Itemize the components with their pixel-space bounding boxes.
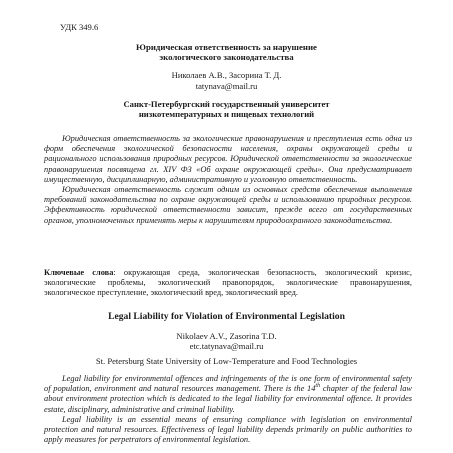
university-en: St. Petersburg State University of Low-Temperature and Food Technologies xyxy=(95,356,358,366)
udk-code: УДК 349.6 xyxy=(60,22,99,32)
abstract-en xyxy=(44,374,412,445)
abstract-en-p1-part-a: Legal liability for environmental offences and infringements of the is one form of environmental safety of population, environment and natural resources management. There is the 14 xyxy=(44,374,412,394)
abstract-en-paragraph-2: Legal liability is an essential means of ensuring compliance with legislation on environmental protection and natural resources. Effectiveness of legal liability depends primarily on public authorities to apply measures for perpetrators of environmental legislation. xyxy=(44,414,412,445)
abstract-en-paragraph-1 xyxy=(44,374,412,415)
authors-en: Nikolaev A.V., Zasorina T.D. xyxy=(176,331,277,341)
authors-ru: Николаев А.В., Засорина Т. Д. xyxy=(171,70,282,80)
abstract-en-p1-part-b: chapter of the federal law about environment protection which is dedicated to the legal liability for environmental offence. It provides estate, disciplinary, administrative and criminal liability. xyxy=(44,384,412,414)
university-ru-line1: Санкт-Петербургский государственный университет xyxy=(123,99,330,109)
title-en: Legal Liability for Violation of Environmental Legislation xyxy=(108,311,345,322)
university-ru-line2: низкотемпературных и пищевых технологий xyxy=(138,109,315,120)
abstract-en-p1-superscript: th xyxy=(315,383,321,390)
title-ru-line2: экологического законодательства xyxy=(159,52,294,63)
email-ru: tatynava@mail.ru xyxy=(195,81,258,91)
keywords-text: : окружающая среда, экологическая безопасность, экологический кризис, экологические проблемы, экологический правопорядок, экологические правонарушения, экологическое преступление, экологический вред, экологический вред. xyxy=(44,268,412,298)
abstract-ru-paragraph-2: Юридическая ответственность служит одним из основных средств обеспечения выполнения требований законодательства по охране окружающей среды и использованию природных ресурсов. Эффективность юридической ответственности зависит, прежде всего от государственных органов, уполномоченных применять меры к нарушителям природоохранного законодательства. xyxy=(44,185,412,225)
keywords-label: Ключевые слова xyxy=(44,268,114,277)
title-ru-line1: Юридическая ответственность за нарушение xyxy=(136,42,317,52)
university-ru xyxy=(40,99,413,120)
abstract-ru xyxy=(44,134,412,226)
email-en: etc.tatynava@mail.ru xyxy=(189,341,264,351)
abstract-ru-paragraph-1: Юридическая ответственность за экологические правонарушения и преступления есть одна из форм обеспечения экологической безопасности населения, охраны окружающей среды и рационального использования природных ресурсов. Юридической ответственности за экологические правонарушения посвящена гл. XIV ФЗ «Об охране окружающей среды». Она предусматривает имущественную, дисциплинарную, административную и уголовную ответственность. xyxy=(44,134,412,184)
keywords-ru xyxy=(44,268,412,299)
title-ru xyxy=(40,42,413,63)
